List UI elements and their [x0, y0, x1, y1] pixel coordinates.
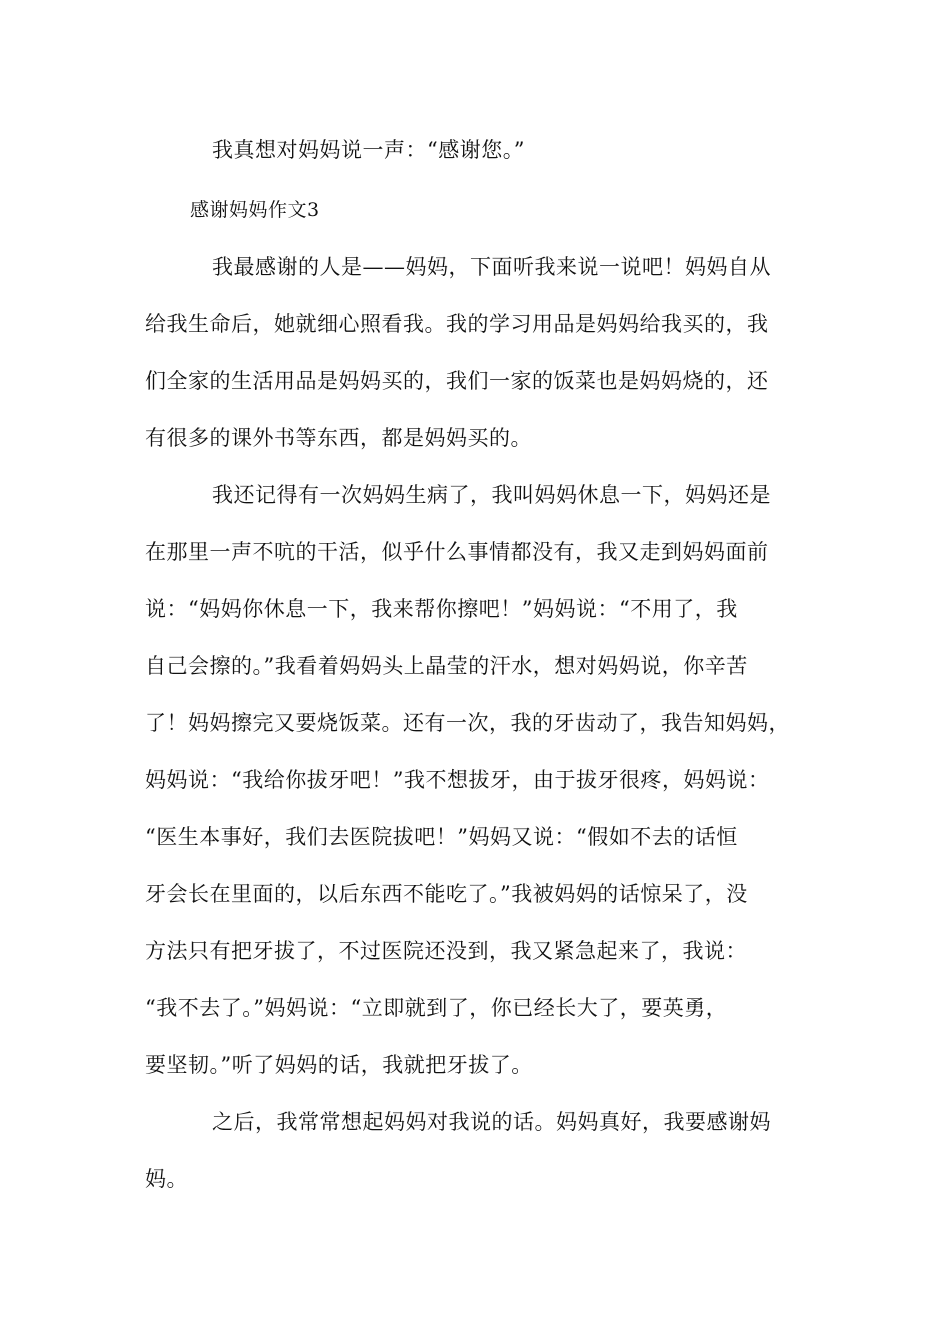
paragraph-2-line-8: 牙会长在里面的，以后东西不能吃了。”我被妈妈的话惊呆了，没: [145, 882, 748, 906]
paragraph-2-line-6: 妈妈说：“我给你拔牙吧！”我不想拔牙，由于拔牙很疼，妈妈说：: [145, 768, 770, 792]
paragraph-2-line-2: 在那里一声不吭的干活，似乎什么事情都没有，我又走到妈妈面前: [145, 540, 769, 564]
paragraph-2-line-11: 要坚韧。”听了妈妈的话，我就把牙拔了。: [145, 1053, 533, 1077]
paragraph-2-line-3: 说：“妈妈你休息一下，我来帮你擦吧！”妈妈说：“不用了，我: [145, 597, 738, 621]
paragraph-1-line-2: 给我生命后，她就细心照看我。我的学习用品是妈妈给我买的，我: [145, 312, 769, 336]
paragraph-2-line-5: 了！妈妈擦完又要烧饭菜。还有一次，我的牙齿动了，我告知妈妈，: [145, 711, 790, 735]
paragraph-2-line-9: 方法只有把牙拔了，不过医院还没到，我又紧急起来了，我说：: [145, 939, 747, 963]
paragraph-3-line-2: 妈。: [145, 1167, 188, 1191]
paragraph-2-line-7: “医生本事好，我们去医院拔吧！”妈妈又说：“假如不去的话恒: [145, 825, 738, 849]
paragraph-3-line-1: 之后，我常常想起妈妈对我说的话。妈妈真好，我要感谢妈: [212, 1110, 771, 1134]
paragraph-1-line-4: 有很多的课外书等东西，都是妈妈买的。: [145, 426, 532, 450]
closing-line: 我真想对妈妈说一声：“感谢您。”: [212, 138, 525, 162]
paragraph-1-line-3: 们全家的生活用品是妈妈买的，我们一家的饭菜也是妈妈烧的，还: [145, 369, 769, 393]
paragraph-2-line-10: “我不去了。”妈妈说：“立即就到了，你已经长大了，要英勇，: [145, 996, 728, 1020]
paragraph-2-line-4: 自己会擦的。”我看着妈妈头上晶莹的汗水，想对妈妈说，你辛苦: [145, 654, 748, 678]
paragraph-1-line-1: 我最感谢的人是——妈妈，下面听我来说一说吧！妈妈自从: [212, 255, 771, 279]
essay-title: 感谢妈妈作文3: [190, 199, 320, 221]
paragraph-2-line-1: 我还记得有一次妈妈生病了，我叫妈妈休息一下，妈妈还是: [212, 483, 771, 507]
